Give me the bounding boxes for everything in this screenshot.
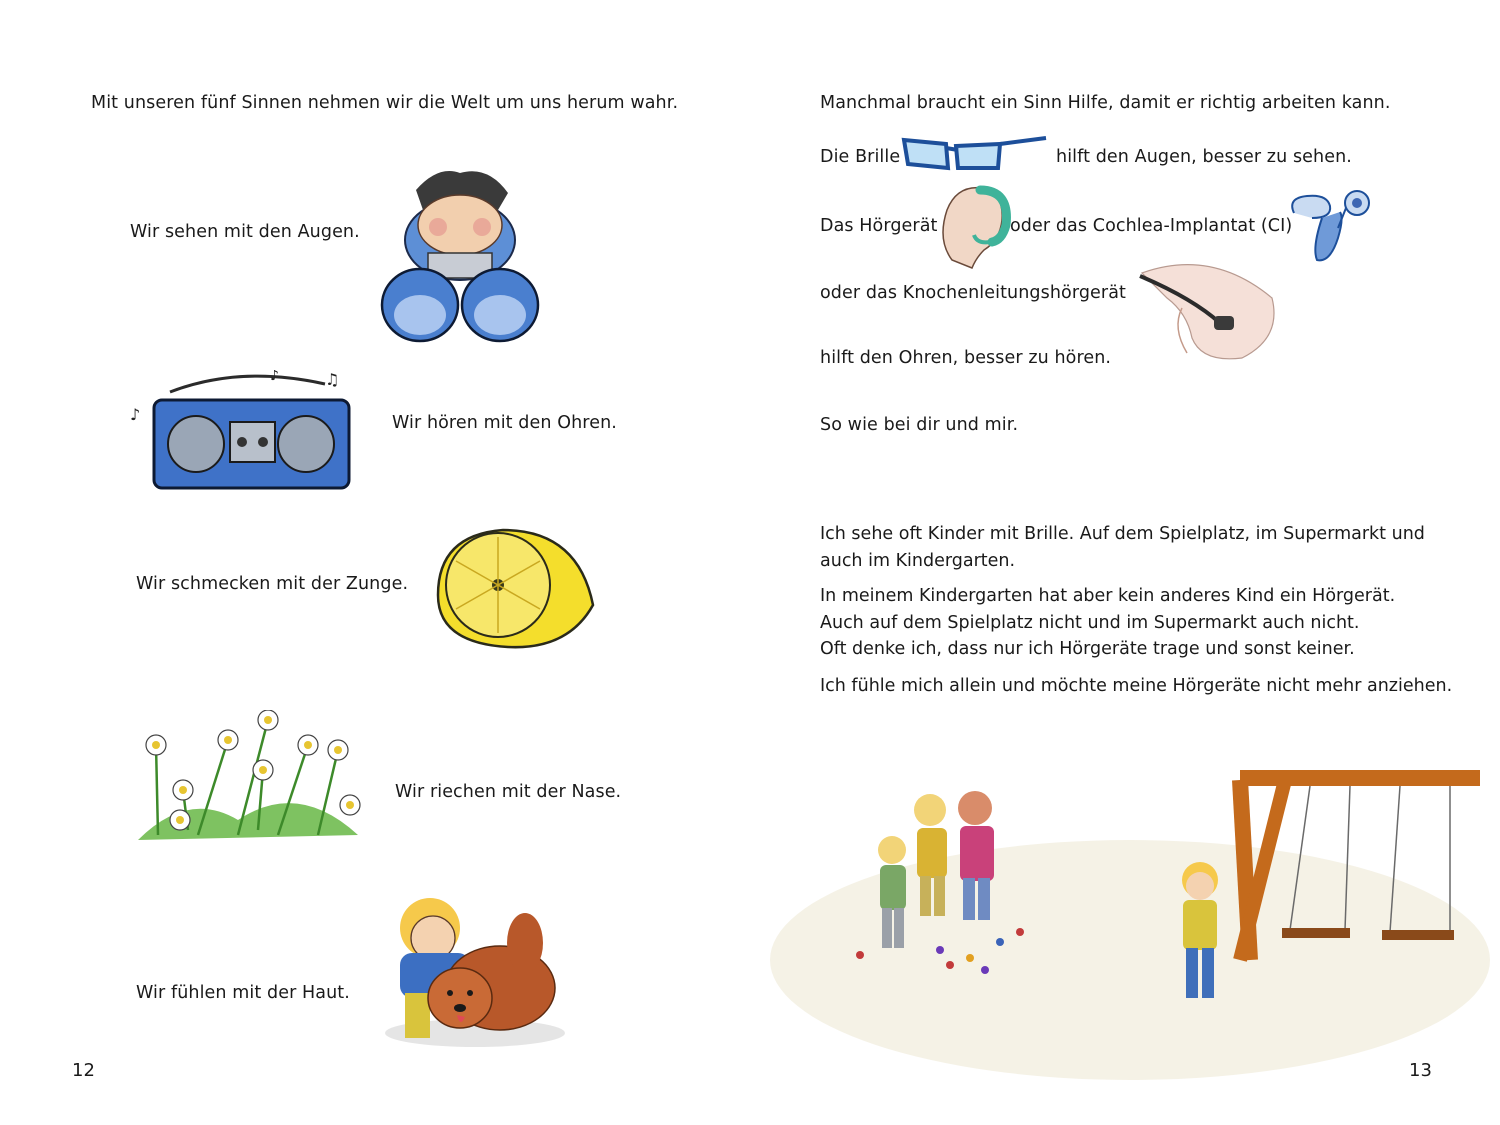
paragraph-3: Ich fühle mich allein und möchte meine Hörgeräte nicht mehr anziehen.	[820, 676, 1453, 696]
knochen-text: oder das Knochenleitungshörgerät	[820, 283, 1126, 303]
paragraph-2	[820, 583, 1395, 663]
page-number-right: 13	[1409, 1060, 1432, 1081]
paragraph-2-line-1: In meinem Kindergarten hat aber kein anderes Kind ein Hörgerät.	[820, 586, 1396, 606]
right-page	[750, 0, 1500, 1125]
sense-smell-text: Wir riechen mit der Nase.	[395, 782, 622, 802]
sense-see-text: Wir sehen mit den Augen.	[130, 222, 360, 242]
brille-text-b: hilft den Augen, besser zu sehen.	[1056, 147, 1352, 167]
lemon-icon	[428, 525, 598, 655]
bone-conduction-aid-icon	[1132, 258, 1282, 363]
svg-text:♪: ♪	[270, 370, 279, 384]
hearing-aid-icon	[932, 180, 1012, 272]
sense-taste-text: Wir schmecken mit der Zunge.	[136, 574, 409, 594]
svg-text:♪: ♪	[130, 405, 141, 424]
radio-icon	[130, 370, 355, 495]
paragraph-2-line-3: Oft denke ich, dass nur ich Hörgeräte trage und sonst keiner.	[820, 639, 1355, 659]
paragraph-1-line-1: Ich sehe oft Kinder mit Brille. Auf dem Spielplatz, im Supermarkt und	[820, 524, 1425, 544]
ci-text: oder das Cochlea-Implantat (CI)	[1010, 216, 1293, 236]
glasses-icon	[900, 132, 1050, 174]
sowie-text: So wie bei dir und mir.	[820, 415, 1019, 435]
playground-illustration	[770, 700, 1500, 1080]
paragraph-2-line-2: Auch auf dem Spielplatz nicht und im Supermarkt auch nicht.	[820, 612, 1360, 633]
ohren-text: hilft den Ohren, besser zu hören.	[820, 348, 1112, 368]
sense-touch-text: Wir fühlen mit der Haut.	[136, 983, 350, 1003]
paragraph-1-line-2: auch im Kindergarten.	[820, 550, 1016, 571]
brille-text-a: Die Brille	[820, 147, 901, 167]
intro-text: Mit unseren fünf Sinnen nehmen wir die Welt um uns herum wahr.	[91, 93, 679, 113]
binoculars-child-icon	[378, 165, 543, 360]
paragraph-1	[820, 521, 1425, 574]
cochlea-implant-icon	[1282, 178, 1382, 268]
sense-hear-text: Wir hören mit den Ohren.	[392, 413, 617, 433]
hoergeraet-text: Das Hörgerät	[820, 216, 938, 236]
page-number-left: 12	[72, 1060, 95, 1081]
child-with-dog-icon	[375, 893, 570, 1053]
svg-text:♫: ♫	[325, 370, 340, 389]
flowers-icon	[128, 710, 368, 850]
intro-line: Manchmal braucht ein Sinn Hilfe, damit er richtig arbeiten kann.	[820, 93, 1391, 113]
